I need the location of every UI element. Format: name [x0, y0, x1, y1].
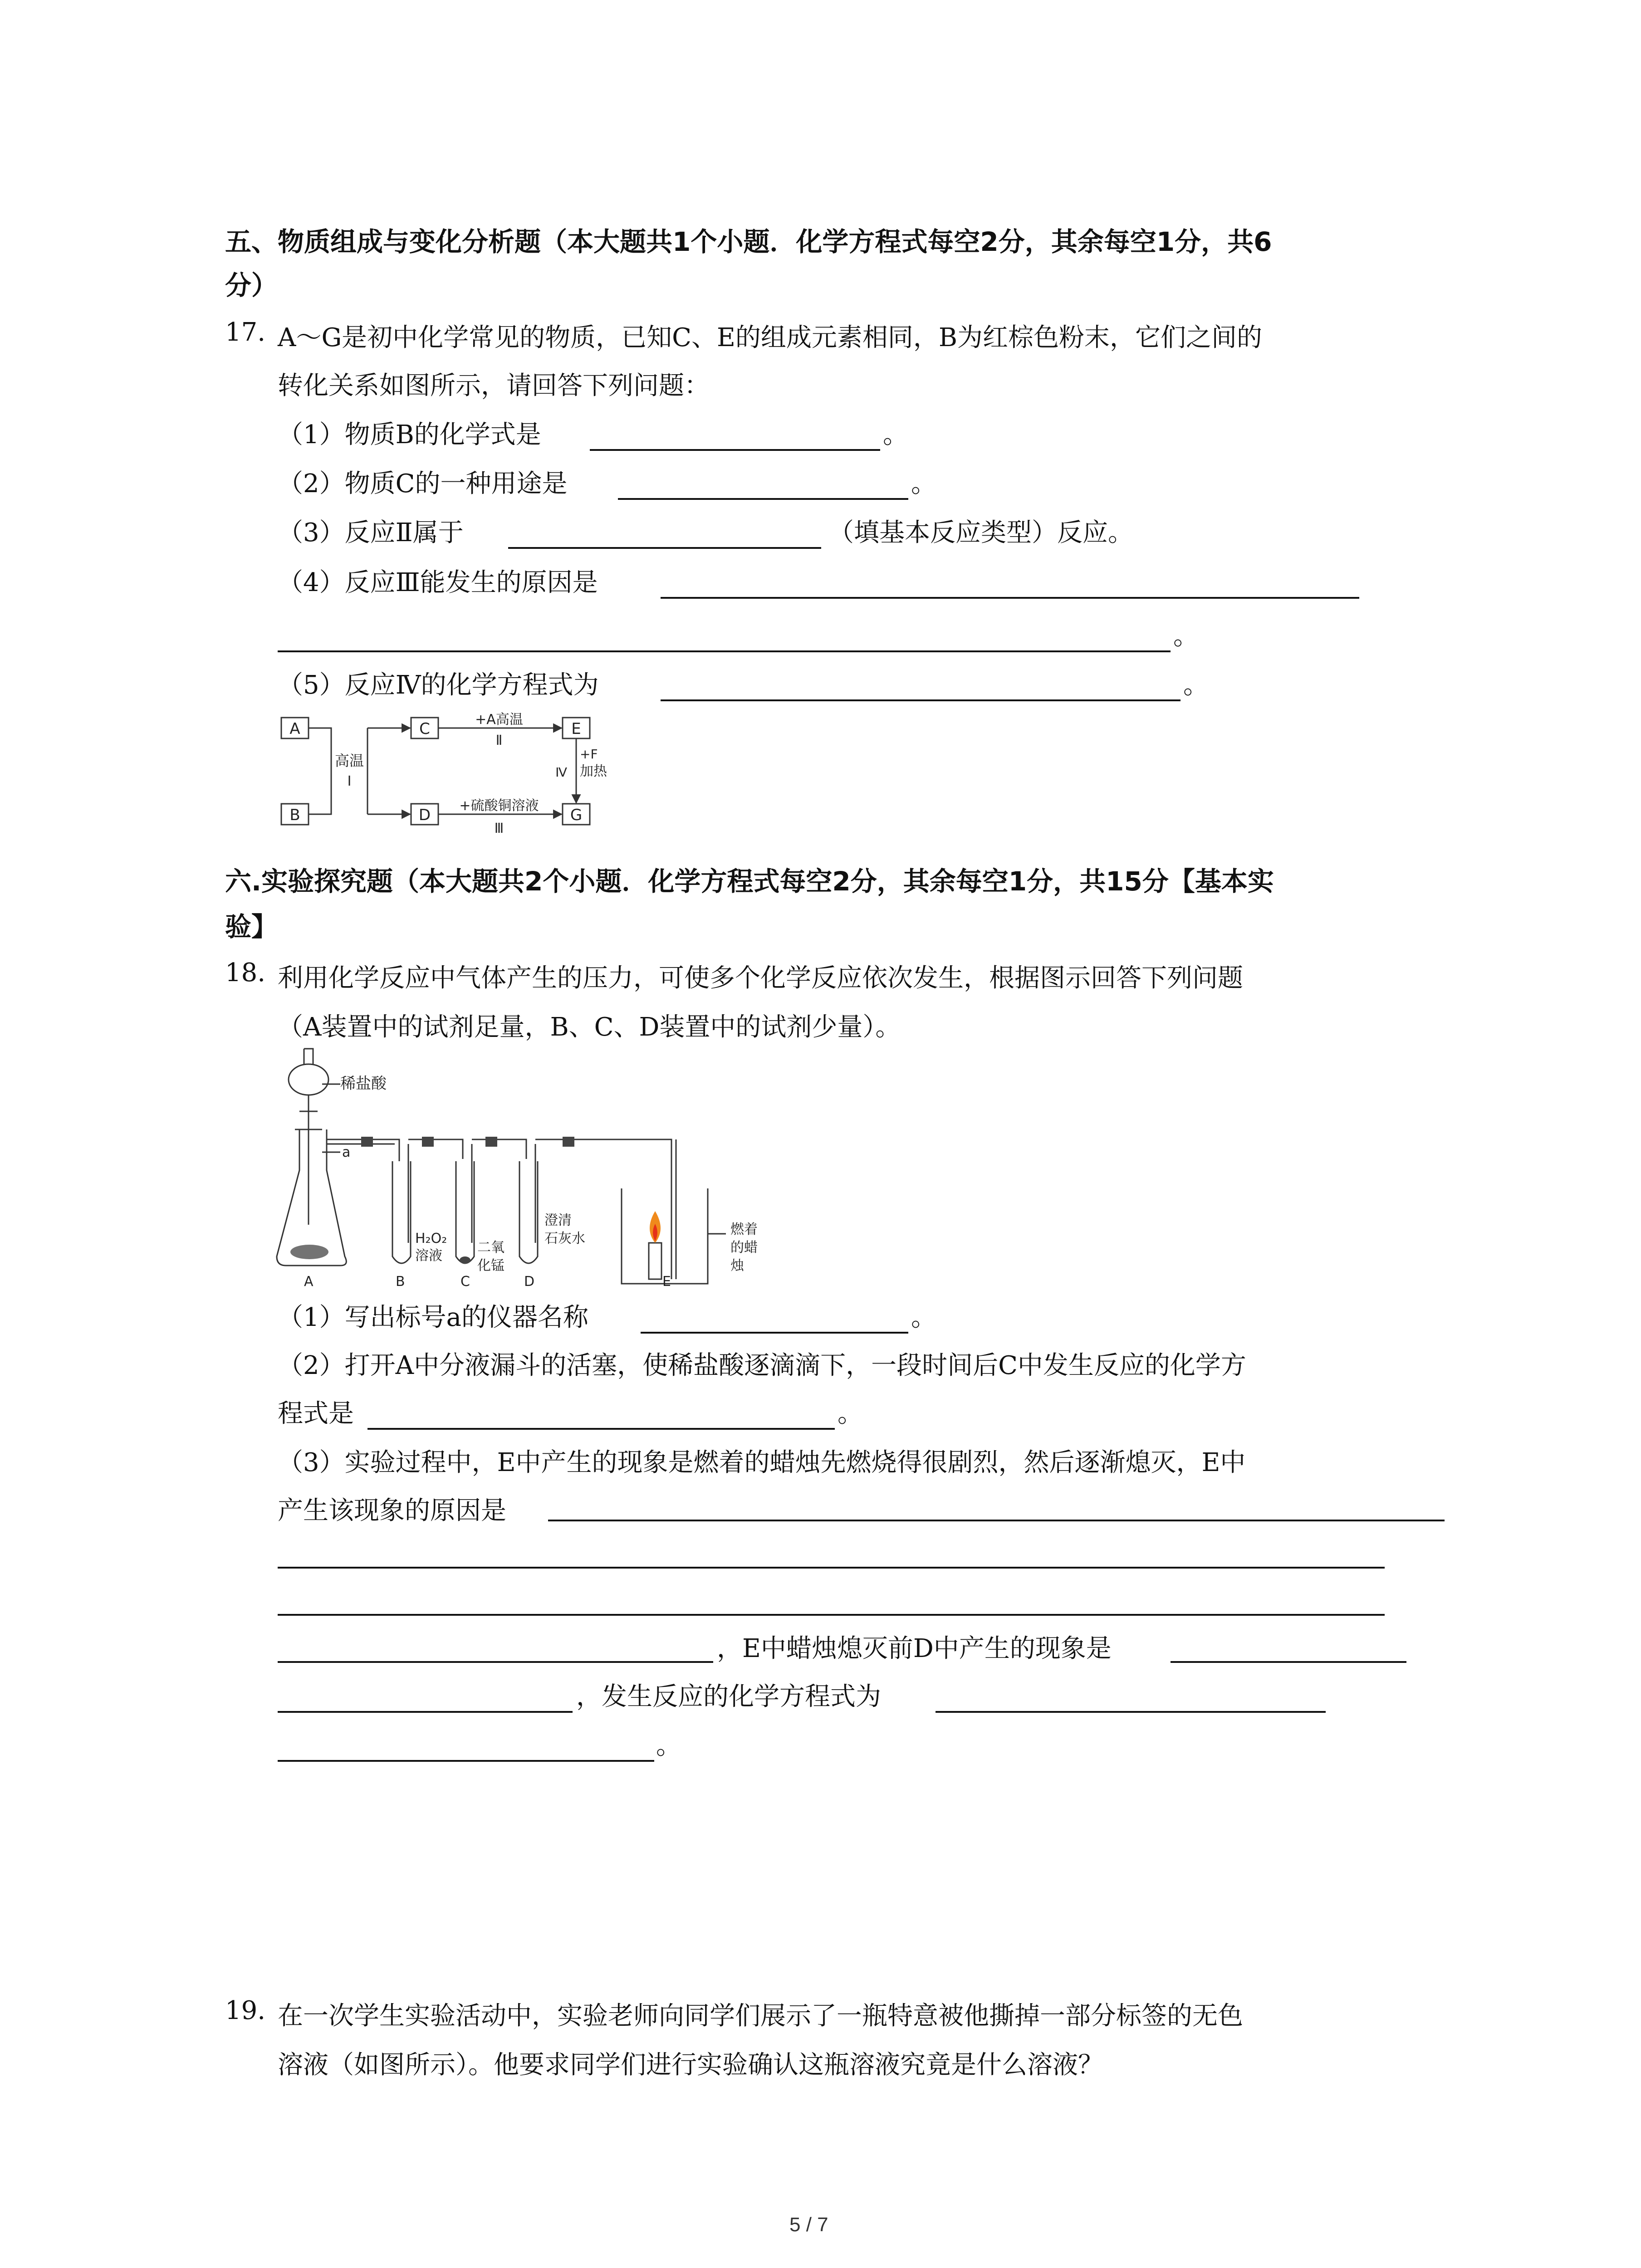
diagram-iv-condition: 加热	[580, 763, 607, 779]
diagram-i-roman: Ⅰ	[347, 773, 352, 789]
apparatus-acid-label: 稀盐酸	[340, 1075, 387, 1093]
diagram-label-b: B	[289, 806, 300, 824]
diagram-label-e: E	[571, 720, 581, 738]
apparatus-h2o2-label-1: H₂O₂	[415, 1231, 447, 1246]
diagram-ii-roman: Ⅱ	[495, 733, 503, 748]
q18-answer-blank-3h[interactable]	[278, 1760, 654, 1762]
apparatus-label-e: E	[662, 1274, 671, 1288]
apparatus-label-b: B	[396, 1274, 405, 1288]
q17-part5-end: 。	[1183, 670, 1209, 700]
q18-part2-line1: （2）打开A中分液漏斗的活塞，使稀盐酸逐滴滴下，一段时间后C中发生反应的化学方	[278, 1351, 1246, 1380]
q17-part5: （5）反应Ⅳ的化学方程式为	[278, 670, 599, 700]
apparatus-label-c: C	[460, 1274, 470, 1288]
q17-part2-end: 。	[911, 469, 936, 499]
q18-answer-blank-3f[interactable]	[278, 1711, 573, 1713]
q17-part4-end: 。	[1173, 621, 1199, 651]
apparatus-candle-label-3: 烛	[730, 1258, 744, 1274]
q18-apparatus-diagram	[272, 1043, 798, 1288]
q18-answer-blank-3c[interactable]	[278, 1614, 1385, 1616]
q18-answer-blank-2[interactable]	[367, 1428, 835, 1430]
q17-answer-blank-4b[interactable]	[278, 650, 1171, 652]
diagram-label-d: D	[418, 806, 431, 824]
q18-part2-end: 。	[838, 1399, 863, 1428]
page-number: 5 / 7	[789, 2214, 828, 2236]
q18-part3-line1: （3）实验过程中，E中产生的现象是燃着的蜡烛先燃烧得很剧烈，然后逐渐熄灭，E中	[278, 1448, 1246, 1477]
q18-part1: （1）写出标号a的仪器名称	[278, 1303, 589, 1332]
diagram-iii-condition: +硫酸铜溶液	[459, 798, 539, 814]
apparatus-a-label: a	[342, 1144, 351, 1160]
q18-part3-mid: ，E中蜡烛熄灭前D中产生的现象是	[717, 1634, 1112, 1663]
q17-part1: （1）物质B的化学式是	[278, 420, 541, 450]
q17-answer-blank-3[interactable]	[508, 547, 821, 549]
diagram-ii-condition: +A高温	[475, 712, 523, 728]
q18-stem-line1: 利用化学反应中气体产生的压力，可使多个化学反应依次发生，根据图示回答下列问题	[278, 963, 1243, 993]
q18-part3-line2: 产生该现象的原因是	[278, 1496, 506, 1525]
q18-answer-blank-3e[interactable]	[1171, 1661, 1406, 1663]
q17-answer-blank-4a[interactable]	[661, 597, 1359, 599]
beaker	[622, 1188, 708, 1284]
q18-part1-end: 。	[911, 1303, 936, 1332]
q17-number: 17.	[225, 318, 266, 347]
q19-stem-line1: 在一次学生实验活动中，实验老师向同学们展示了一瓶特意被他撕掉一部分标签的无色	[278, 2001, 1243, 2031]
q17-part1-end: 。	[883, 420, 908, 450]
q18-answer-blank-1[interactable]	[641, 1332, 908, 1334]
apparatus-candle-label-1: 燃着	[730, 1222, 758, 1237]
q18-number: 18.	[225, 958, 266, 987]
apparatus-lime-label-1: 澄清	[544, 1212, 572, 1228]
diagram-iv-reagent: +F	[580, 747, 598, 762]
q19-number: 19.	[225, 1996, 266, 2025]
q17-conversion-diagram	[272, 708, 617, 844]
apparatus-candle-label-2: 的蜡	[730, 1240, 758, 1256]
diagram-iii-roman: Ⅲ	[494, 821, 504, 836]
section5-heading-line2: 分）	[225, 270, 278, 301]
section6-heading-line1: 六.实验探究题（本大题共2个小题．化学方程式每空2分，其余每空1分，共15分【基本实	[225, 866, 1274, 897]
apparatus-mno2-label-2: 化锰	[477, 1258, 505, 1274]
q18-part3-mid2: ，发生反应的化学方程式为	[576, 1682, 881, 1711]
apparatus-label-a: A	[304, 1274, 314, 1288]
q17-part3: （3）反应Ⅱ属于	[278, 518, 464, 547]
q17-answer-blank-2[interactable]	[618, 498, 908, 500]
q17-part4: （4）反应Ⅲ能发生的原因是	[278, 568, 598, 597]
q17-stem-line1: A～G是初中化学常见的物质，已知C、E的组成元素相同，B为红棕色粉末，它们之间的	[278, 323, 1263, 352]
diagram-iv-roman: Ⅳ	[555, 765, 567, 780]
q17-stem-line2: 转化关系如图所示，请回答下列问题：	[278, 371, 710, 401]
diagram-label-a: A	[289, 720, 300, 738]
diagram-label-g: G	[570, 806, 583, 824]
q17-answer-blank-5[interactable]	[661, 699, 1181, 701]
apparatus-lime-label-2: 石灰水	[544, 1231, 585, 1246]
diagram-label-c: C	[419, 720, 430, 738]
q17-part2: （2）物质C的一种用途是	[278, 469, 568, 499]
q18-part3-end: 。	[656, 1731, 681, 1760]
q17-part3-end: （填基本反应类型）反应。	[828, 518, 1133, 547]
apparatus-mno2-label-1: 二氧	[477, 1240, 505, 1256]
section6-heading-line2: 验】	[225, 911, 278, 942]
q18-answer-blank-3a[interactable]	[548, 1520, 1445, 1521]
apparatus-h2o2-label-2: 溶液	[415, 1248, 442, 1264]
candle	[649, 1243, 661, 1279]
q18-answer-blank-3d[interactable]	[278, 1661, 713, 1663]
q18-stem-line2: （A装置中的试剂足量，B、C、D装置中的试剂少量）。	[278, 1012, 901, 1042]
separatory-funnel	[289, 1064, 328, 1095]
diagram-i-condition: 高温	[334, 752, 364, 769]
apparatus-label-d: D	[524, 1274, 535, 1288]
q18-answer-blank-3g[interactable]	[936, 1711, 1326, 1713]
q17-answer-blank-1[interactable]	[590, 449, 880, 451]
section5-heading-line1: 五、物质组成与变化分析题（本大题共1个小题．化学方程式每空2分，其余每空1分，共6	[225, 226, 1272, 257]
q18-part2-line2: 程式是	[278, 1399, 354, 1428]
q18-answer-blank-3b[interactable]	[278, 1567, 1385, 1569]
q19-stem-line2: 溶液（如图所示）。他要求同学们进行实验确认这瓶溶液究竟是什么溶液？	[278, 2050, 1103, 2080]
